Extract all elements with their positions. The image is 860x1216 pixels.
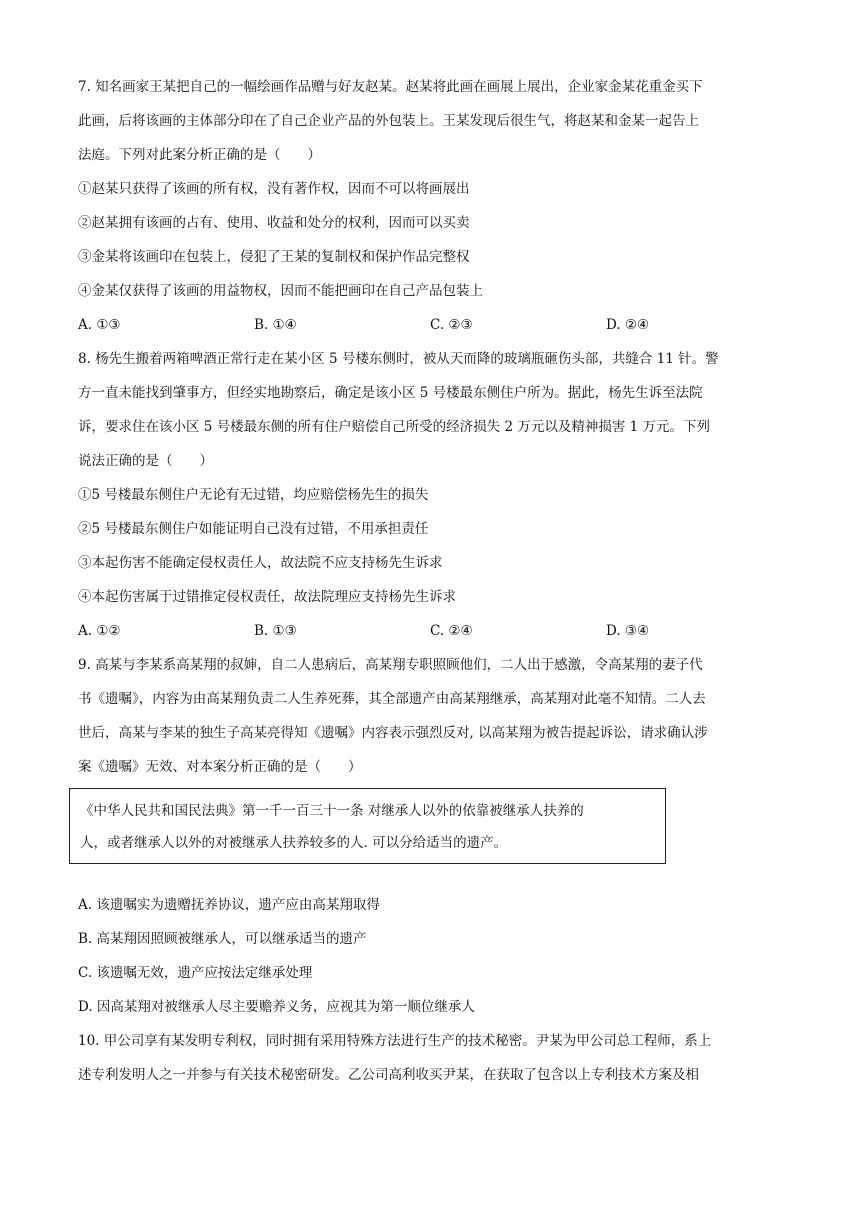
question-stem-line: 书《遗嘱》，内容为由高某翔负责二人生养死葬，其全部遗产由高某翔继承，高某翔对此毫不知情。二人去 xyxy=(78,691,706,707)
question-stem-line: 9. 高某与李某系高某翔的叔婶，自二人患病后，高某翔专职照顾他们，二人出于感激，令高某翔的妻子代 xyxy=(78,657,703,673)
question-7 xyxy=(78,70,786,342)
question-stem-line: 10. 甲公司享有某发明专利权，同时拥有采用特殊方法进行生产的技术秘密。尹某为甲公司总工程师，系上 xyxy=(78,1033,712,1049)
option-c[interactable]: C. 该遗嘱无效，遗产应按法定继承处理 xyxy=(78,965,313,981)
option-a[interactable]: A. ①③ xyxy=(78,317,121,333)
statement-item: ①赵某只获得了该画的所有权，没有著作权，因而不可以将画展出 xyxy=(78,181,470,197)
question-stem-line: 此画，后将该画的主体部分印在了自己企业产品的外包装上。王某发现后很生气，将赵某和金某一起告上 xyxy=(78,113,699,129)
statement-item: ④金某仅获得了该画的用益物权，因而不能把画印在自己产品包装上 xyxy=(78,283,483,299)
answer-options xyxy=(78,614,786,648)
legal-excerpt-line: 人，或者继承人以外的对被继承人扶养较多的人. 可以分给适当的遗产。 xyxy=(80,835,508,851)
question-stem-line: 8. 杨先生搬着两箱啤酒正常行走在某小区 5 号楼东侧时，被从天而降的玻璃瓶砸伤头部，共缝合 11 针。警 xyxy=(78,351,719,367)
option-d[interactable]: D. ③④ xyxy=(606,623,650,639)
question-10 xyxy=(78,1024,786,1092)
question-stem-line: 述专利发明人之一并参与有关技术秘密研发。乙公司高利收买尹某，在获取了包含以上专利技术方案及相 xyxy=(78,1067,699,1083)
statement-item: ④本起伤害属于过错推定侵权责任，故法院理应支持杨先生诉求 xyxy=(78,589,456,605)
answer-options xyxy=(78,308,786,342)
option-c[interactable]: C. ②④ xyxy=(430,623,473,639)
question-9 xyxy=(78,648,786,1024)
statement-item: ③本起伤害不能确定侵权责任人，故法院不应支持杨先生诉求 xyxy=(78,555,443,571)
statement-item: ②赵某拥有该画的占有、使用、收益和处分的权利，因而可以买卖 xyxy=(78,215,470,231)
question-stem-line: 法庭。下列对此案分析正确的是（ ） xyxy=(78,147,321,163)
option-d[interactable]: D. 因高某翔对被继承人尽主要赡养义务，应视其为第一顺位继承人 xyxy=(78,999,475,1015)
question-8 xyxy=(78,342,786,648)
option-a[interactable]: A. 该遗嘱实为遗赠抚养协议，遗产应由高某翔取得 xyxy=(78,897,380,913)
question-stem-line: 案《遗嘱》无效、对本案分析正确的是（ ） xyxy=(78,759,362,775)
question-stem-line: 世后，高某与李某的独生子高某亮得知《遗嘱》内容表示强烈反对, 以高某翔为被告提起诉讼，请求确认涉 xyxy=(78,725,708,741)
question-stem-line: 诉，要求住在该小区 5 号楼最东侧的所有住户赔偿自己所受的经济损失 2 万元以及精神损害 1 万元。下列 xyxy=(78,419,711,435)
question-stem-line: 7. 知名画家王某把自己的一幅绘画作品赠与好友赵某。赵某将此画在画展上展出，企业家金某花重金买下 xyxy=(78,79,703,95)
option-b[interactable]: B. ①③ xyxy=(254,623,297,639)
question-stem-line: 方一直未能找到肇事方，但经实地勘察后，确定是该小区 5 号楼最东侧住户所为。据此，杨先生诉至法院 xyxy=(78,385,703,401)
legal-excerpt-line: 《中华人民共和国民法典》第一千一百三十一条 对继承人以外的依靠被继承人扶养的 xyxy=(80,803,584,819)
statement-item: ①5 号楼最东侧住户无论有无过错，均应赔偿杨先生的损失 xyxy=(78,487,429,503)
statement-item: ③金某将该画印在包装上，侵犯了王某的复制权和保护作品完整权 xyxy=(78,249,470,265)
option-b[interactable]: B. ①④ xyxy=(254,317,297,333)
legal-excerpt-box xyxy=(69,788,666,864)
question-stem-line: 说法正确的是（ ） xyxy=(78,453,213,469)
option-b[interactable]: B. 高某翔因照顾被继承人，可以继承适当的遗产 xyxy=(78,931,367,947)
exam-page xyxy=(78,70,786,1092)
option-a[interactable]: A. ①② xyxy=(78,623,121,639)
option-d[interactable]: D. ②④ xyxy=(606,317,650,333)
option-c[interactable]: C. ②③ xyxy=(430,317,473,333)
statement-item: ②5 号楼最东侧住户如能证明自己没有过错，不用承担责任 xyxy=(78,521,429,537)
